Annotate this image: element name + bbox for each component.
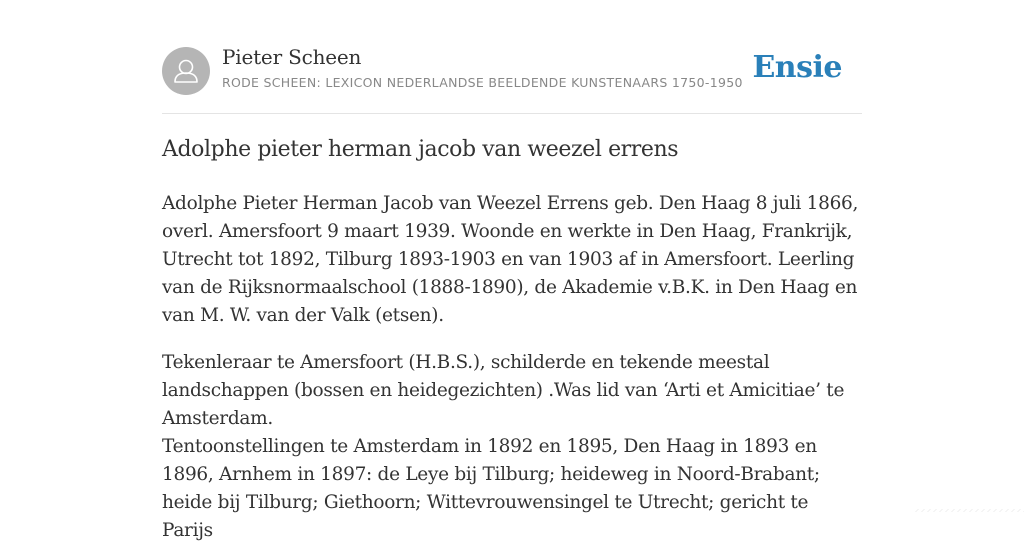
article-paragraph-3: Tentoonstellingen te Amsterdam in 1892 en 1895, Den Haag in 1893 en 1896, Arnhem in 1897: de Leye bij Tilburg; heideweg in Noord-Brabant; heide bij Tilburg; Giethoorn; Wittevrouwensingel te Utrecht; gericht te Parijs — [162, 436, 820, 541]
author-avatar[interactable] — [162, 47, 210, 95]
brand-logo[interactable]: Ensie — [752, 50, 842, 85]
article-header — [162, 0, 862, 114]
right-edge-fade — [914, 0, 1024, 512]
user-icon — [162, 47, 210, 95]
article-paragraph-1: Adolphe Pieter Herman Jacob van Weezel Errens geb. Den Haag 8 juli 1866, overl. Amersfoort 9 maart 1939. Woonde en werkte in Den Haag, Frankrijk, Utrecht tot 1892, Tilburg 1893-1903 en van 1903 af in Amersfoort. Leerling van de Rijksnormaalschool (1888-1890), de Akademie v.B.K. in Den Haag en van M. W. van der Valk (etsen). — [162, 193, 859, 326]
decorative-corner — [914, 509, 1024, 512]
author-name[interactable]: Pieter Scheen — [222, 45, 362, 69]
source-lexicon[interactable]: RODE SCHEEN: LEXICON NEDERLANDSE BEELDENDE KUNSTENAARS 1750-1950 — [222, 75, 743, 90]
article-title: Adolphe pieter herman jacob van weezel errens — [162, 137, 679, 162]
article-paragraph-2: Tekenleraar te Amersfoort (H.B.S.), schilderde en tekende meestal landschappen (bossen en heidegezichten) .Was lid van ‘Arti et Amicitiae’ te Amsterdam. — [162, 352, 845, 429]
article-container — [162, 0, 862, 541]
